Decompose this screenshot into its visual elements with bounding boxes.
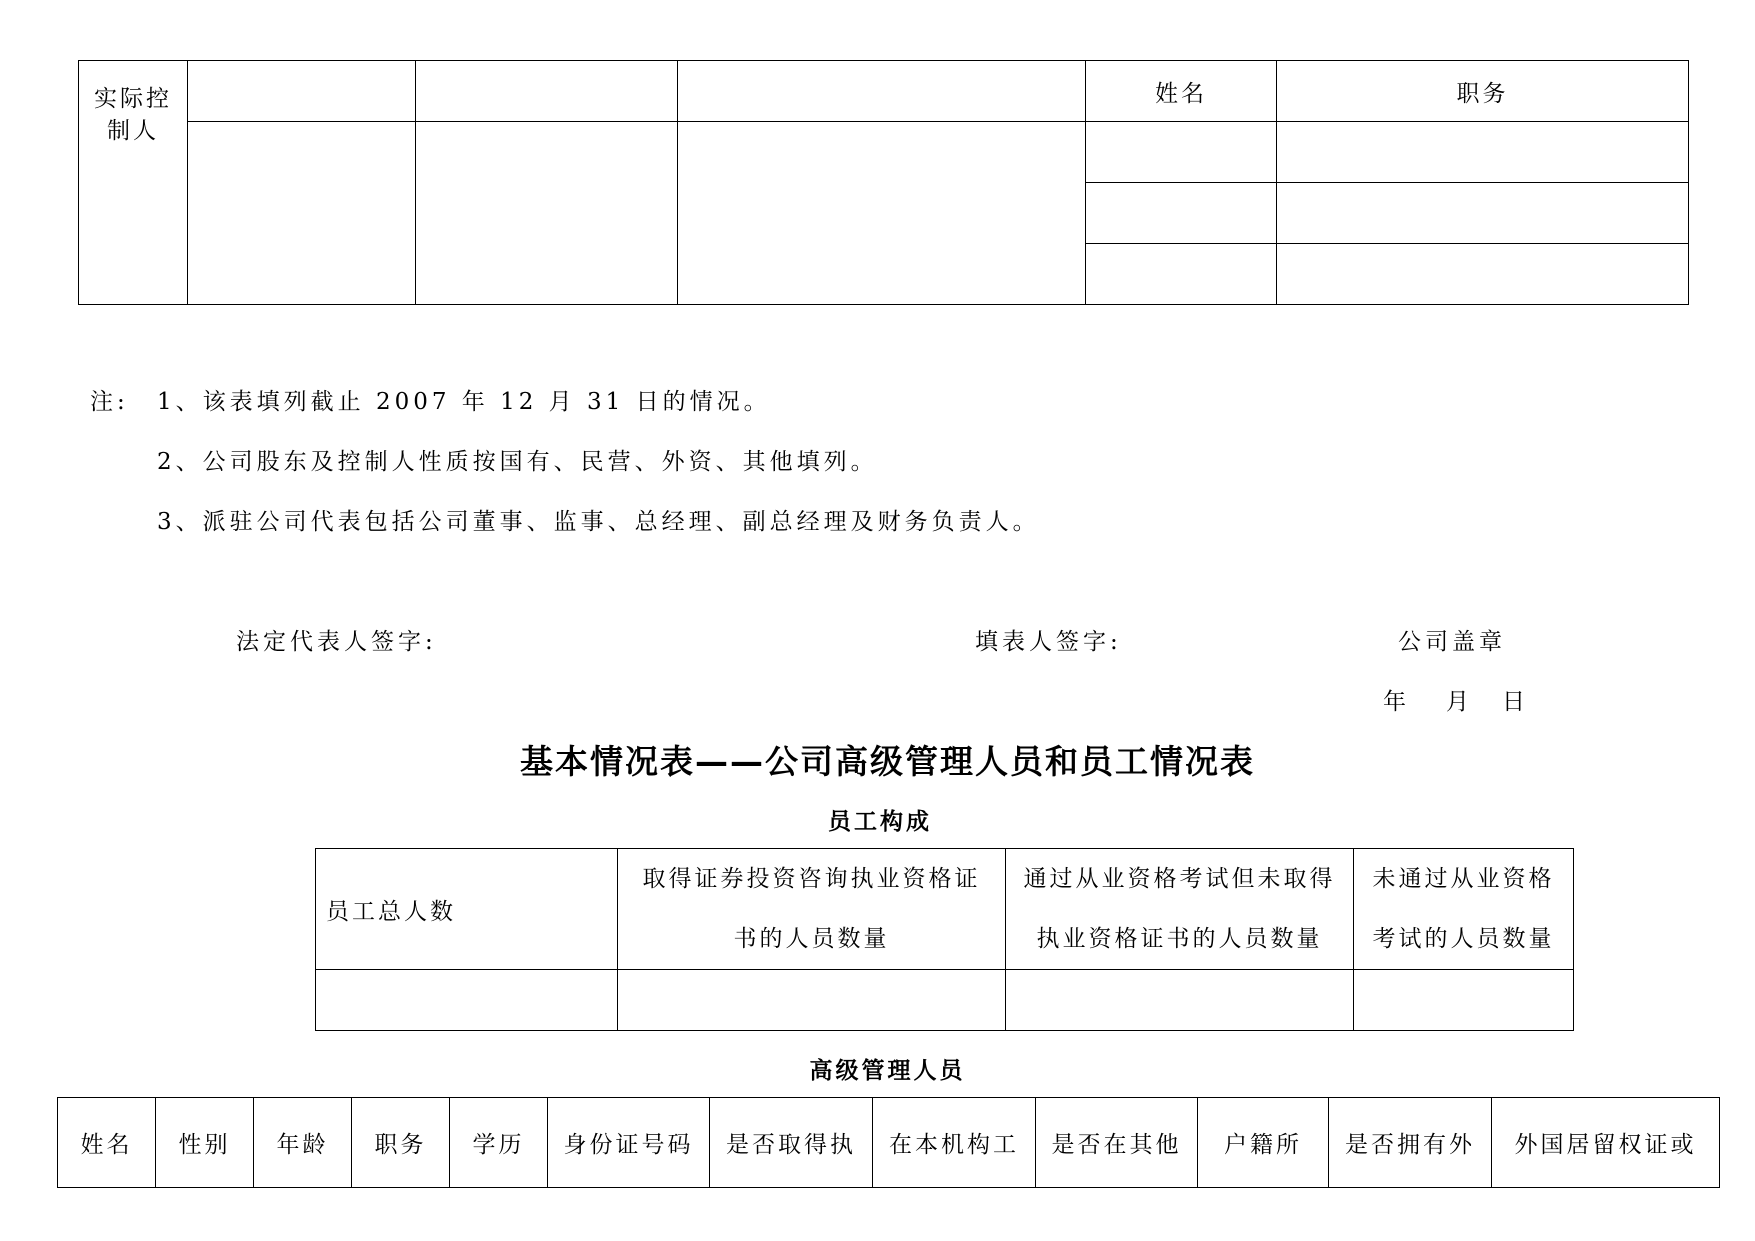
page-title: 基本情况表——公司高级管理人员和员工情况表 <box>520 742 1255 781</box>
cell[interactable] <box>1277 244 1689 305</box>
executives-table <box>57 1097 1720 1188</box>
header-certified <box>618 849 1006 970</box>
notes-prefix: 注: <box>90 389 129 415</box>
exec-col-name: 姓名 <box>58 1098 156 1188</box>
header-not-passed <box>1354 849 1574 970</box>
staff-heading: 员工构成 <box>828 809 932 835</box>
note-3: 3、派驻公司代表包括公司董事、监事、总经理、副总经理及财务负责人。 <box>157 509 1040 535</box>
cell[interactable] <box>1006 970 1354 1031</box>
cell[interactable] <box>416 61 678 122</box>
header-total-staff: 员工总人数 <box>316 849 618 970</box>
exec-col-age: 年龄 <box>254 1098 352 1188</box>
note-2: 2、公司股东及控制人性质按国有、民营、外资、其他填列。 <box>157 449 878 475</box>
cell[interactable] <box>416 122 678 305</box>
exec-col-tenure: 在本机构工 <box>873 1098 1036 1188</box>
cell[interactable] <box>1086 183 1277 244</box>
cell[interactable] <box>1277 183 1689 244</box>
header-passed-line2: 执业资格证书的人员数量 <box>1036 926 1323 952</box>
date-month: 月 <box>1446 689 1473 715</box>
date-year: 年 <box>1383 689 1410 715</box>
cell[interactable] <box>1086 122 1277 183</box>
date-day: 日 <box>1502 689 1529 715</box>
cell[interactable] <box>618 970 1006 1031</box>
controller-label-line1: 实际控 <box>94 86 172 112</box>
header-passed-line1: 通过从业资格考试但未取得 <box>1023 866 1336 892</box>
col-header-position: 职务 <box>1277 61 1689 122</box>
exec-col-residence-permit: 外国居留权证或 <box>1492 1098 1720 1188</box>
filler-signature-label: 填表人签字: <box>975 629 1122 655</box>
header-not-passed-line2: 考试的人员数量 <box>1372 926 1555 952</box>
executives-heading: 高级管理人员 <box>809 1058 966 1084</box>
exec-col-gender: 性别 <box>156 1098 254 1188</box>
cell[interactable] <box>316 970 618 1031</box>
col-header-name: 姓名 <box>1086 61 1277 122</box>
exec-col-foreign-residence: 是否拥有外 <box>1329 1098 1492 1188</box>
legal-rep-signature-label: 法定代表人签字: <box>236 629 437 655</box>
cell[interactable] <box>1277 122 1689 183</box>
staff-table <box>315 848 1574 1031</box>
note-1: 1、该表填列截止 2007 年 12 月 31 日的情况。 <box>157 389 771 415</box>
exec-col-education: 学历 <box>450 1098 548 1188</box>
cell[interactable] <box>1086 244 1277 305</box>
cell[interactable] <box>1354 970 1574 1031</box>
exec-col-household: 户籍所 <box>1198 1098 1329 1188</box>
cell[interactable] <box>188 61 416 122</box>
exec-col-other-post: 是否在其他 <box>1036 1098 1198 1188</box>
header-passed <box>1006 849 1354 970</box>
header-not-passed-line1: 未通过从业资格 <box>1372 866 1555 892</box>
exec-col-license: 是否取得执 <box>710 1098 873 1188</box>
controller-row-label: 实际控 制人 <box>79 61 188 305</box>
header-certified-line2: 书的人员数量 <box>733 926 890 952</box>
cell[interactable] <box>188 122 416 305</box>
controller-table <box>78 60 1689 305</box>
header-certified-line1: 取得证券投资咨询执业资格证 <box>642 866 981 892</box>
company-seal-label: 公司盖章 <box>1398 629 1506 655</box>
cell[interactable] <box>678 61 1086 122</box>
exec-col-id-number: 身份证号码 <box>548 1098 710 1188</box>
cell[interactable] <box>678 122 1086 305</box>
exec-col-position: 职务 <box>352 1098 450 1188</box>
